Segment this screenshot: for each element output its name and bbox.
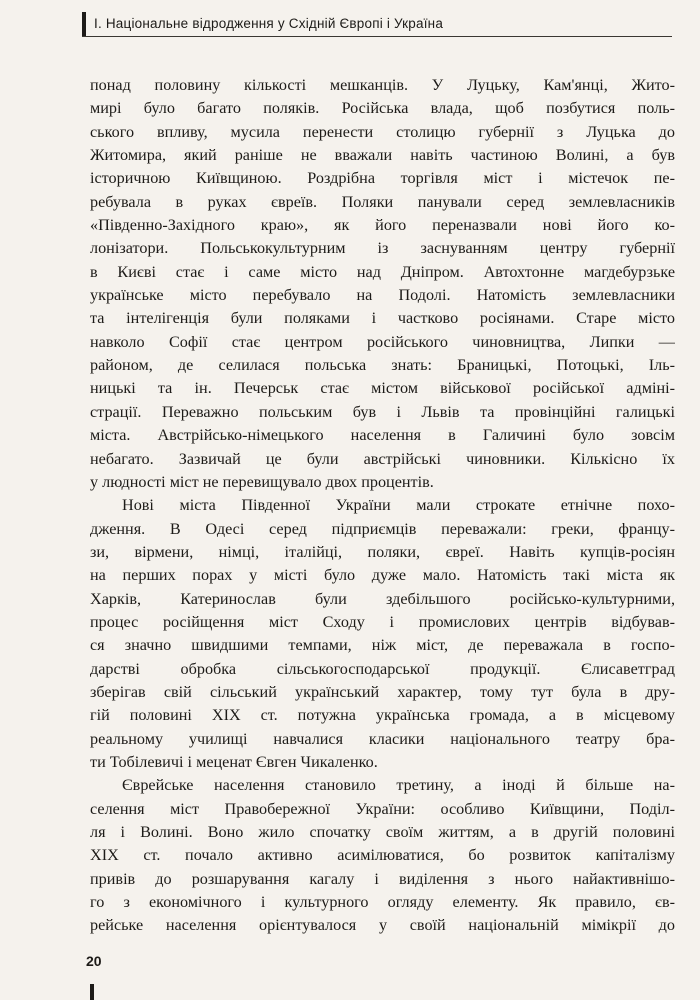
text-line: навколо Софії стає центром російського чиновництва, Липки —	[90, 332, 675, 351]
text-line: мирі було багато поляків. Російська влада, щоб позбутися поль-	[90, 99, 675, 118]
text-line: «Південно-Західного краю», як його переназвали нові його ко-	[90, 216, 675, 235]
text-line: небагато. Зазвичай це були австрійські чиновники. Кількісно їх	[90, 449, 675, 468]
text-line: лонізатори. Польськокультурним із заснуванням центру губернії	[90, 239, 675, 258]
text-line: Харків, Катеринослав були здебільшого російсько-культурними,	[90, 589, 675, 608]
text-line: дження. В Одесі серед підприємців переважали: греки, францу-	[90, 519, 675, 538]
header-rule	[82, 36, 672, 37]
text-line: ти Тобілевичі і меценат Євген Чикаленко.	[90, 752, 378, 771]
text-line: дарстві обробка сільськогосподарської продукції. Єлисаветград	[90, 659, 675, 678]
footer-marker-bar	[90, 984, 94, 1000]
header-marker-bar	[82, 12, 86, 36]
text-line: гій половині XIX ст. потужна українська громада, а в місцевому	[90, 706, 675, 725]
text-line: понад половину кількості мешканців. У Луцьку, Кам'янці, Жито-	[90, 76, 675, 94]
text-line: ницькі та ін. Печерськ стає містом військової російської адміні-	[90, 379, 675, 398]
text-line: ського впливу, мусила перенести столицю губернії з Луцька до	[90, 122, 675, 141]
text-line: рейське населення орієнтувалося у своїй національній мімікрії до	[90, 916, 675, 935]
running-head: І. Національне відродження у Східній Європі і Україна	[94, 16, 444, 31]
text-line: привів до розшарування кагалу і виділення з нього найактивнішо-	[90, 869, 675, 888]
text-line: страції. Переважно польським був і Львів та провінційні галицькі	[90, 402, 675, 421]
text-line: у людності міст не перевищувало двох процентів.	[90, 472, 434, 491]
body-text	[90, 74, 675, 938]
text-line: ля і Волині. Воно жило спочатку своїм життям, а в другій половині	[90, 823, 675, 841]
text-line: районом, де селилася польська знать: Браницькі, Потоцькі, Іль-	[90, 356, 675, 375]
text-line: на перших порах у місті було дуже мало. Натомість такі міста як	[90, 566, 675, 585]
text-line: XIX ст. почало активно асимілюватися, бо розвиток капіталізму	[90, 846, 675, 865]
text-line: зи, вірмени, німці, італійці, поляки, євреї. Навіть купців-росіян	[90, 542, 675, 561]
text-line: процес російщення міст Сходу і промислових центрів відбував-	[90, 612, 675, 631]
text-line: Житомира, який раніше не вважали навіть частиною Волині, а був	[90, 146, 675, 165]
text-line: в Києві стає і саме місто над Дніпром. Автохтонне магдебурзьке	[90, 262, 675, 281]
text-line: зберігав свій сільський український характер, тому тут була в дру-	[90, 682, 675, 701]
text-line: ребувала в руках євреїв. Поляки панували серед землевласників	[90, 192, 675, 211]
text-line: та інтелігенція були поляками і частково росіянами. Старе місто	[90, 309, 675, 328]
text-line: історичною Київщиною. Роздрібна торгівля міст і містечок пе-	[90, 169, 675, 188]
text-line: ся значно швидшими темпами, ніж міст, де переважала в госпо-	[90, 636, 675, 655]
page-number: 20	[86, 953, 102, 969]
text-line: селення міст Правобережної України: особливо Київщини, Поділ-	[90, 799, 675, 818]
text-line: українське місто перебувало на Подолі. Натомість землевласники	[90, 286, 675, 305]
text-line: реальному училищі навчалися класики національного театру бра-	[90, 729, 675, 748]
text-line: Єврейське населення становило третину, а іноді й більше на-	[122, 776, 675, 795]
text-line: міста. Австрійсько-німецького населення в Галичині було зовсім	[90, 426, 675, 445]
text-line: Нові міста Південної України мали строкате етнічне похо-	[122, 496, 675, 515]
text-line: го з економічного і культурного огляду елементу. Як правило, єв-	[90, 893, 675, 912]
